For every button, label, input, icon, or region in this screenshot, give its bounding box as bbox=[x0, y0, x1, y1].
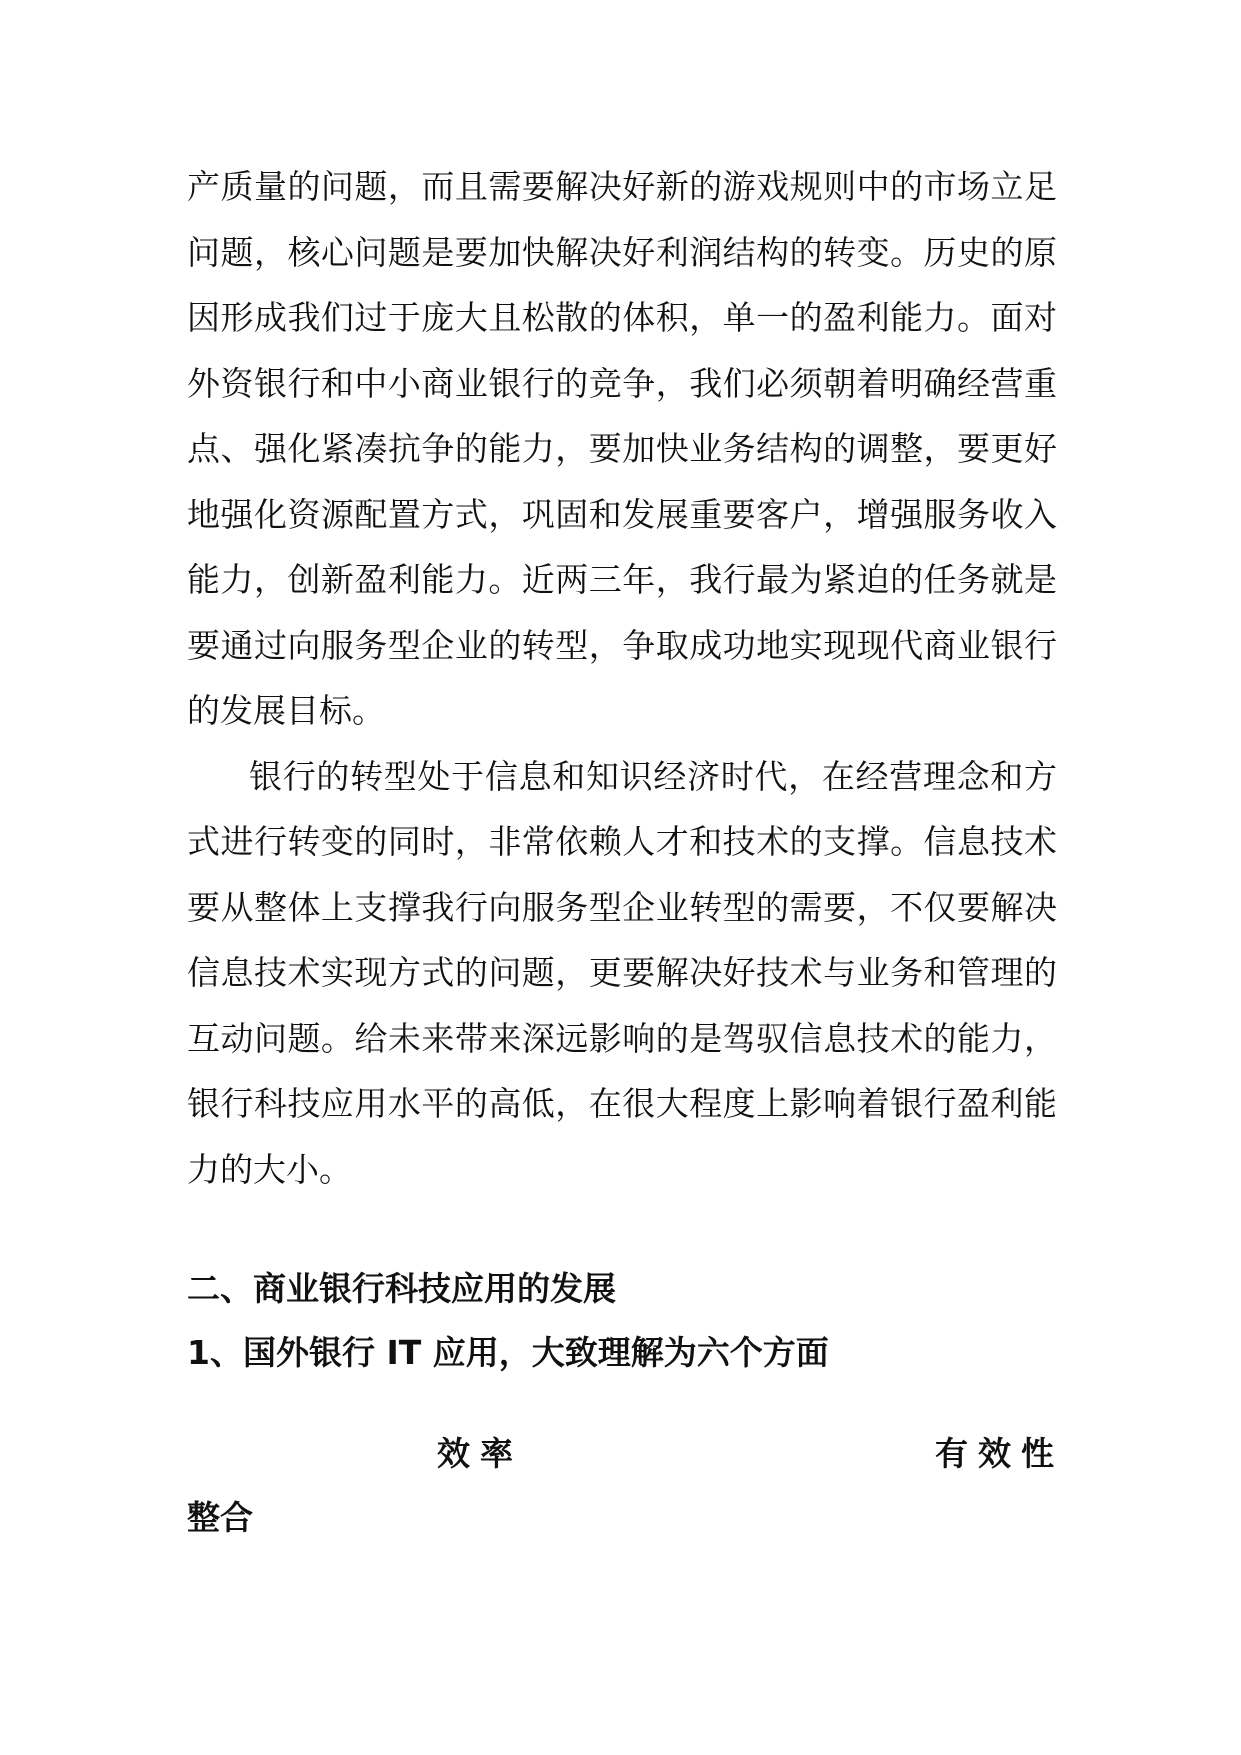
text-line: 要从整体上支撑我行向服务型企业转型的需要，不仅要解决 bbox=[187, 887, 1057, 927]
text-line: 的发展目标。 bbox=[187, 691, 385, 730]
aspect-integration: 整合 bbox=[187, 1498, 253, 1537]
text-line: 点、强化紧凑抗争的能力，要加快业务结构的调整，要更好 bbox=[187, 429, 1057, 468]
text-line: 能力，创新盈利能力。近两三年，我行最为紧迫的任务就是 bbox=[187, 560, 1057, 599]
subsection-heading: 1、国外银行 IT 应用，大致理解为六个方面 bbox=[187, 1333, 829, 1372]
text-line: 式进行转变的同时，非常依赖人才和技术的支撑。信息技术 bbox=[187, 822, 1057, 861]
text-line: 问题，核心问题是要加快解决好利润结构的转变。历史的原 bbox=[187, 232, 1057, 272]
text-line: 产质量的问题，而且需要解决好新的游戏规则中的市场立足 bbox=[187, 167, 1057, 206]
text-line: 要通过向服务型企业的转型，争取成功地实现现代商业银行 bbox=[187, 625, 1057, 665]
section-heading: 二、商业银行科技应用的发展 bbox=[187, 1269, 616, 1308]
paragraph-1 bbox=[187, 154, 1057, 744]
text-line: 外资银行和中小商业银行的竞争，我们必须朝着明确经营重 bbox=[187, 363, 1057, 403]
text-line: 银行的转型处于信息和知识经济时代，在经营理念和方 bbox=[249, 756, 1057, 796]
text-line: 银行科技应用水平的高低，在很大程度上影响着银行盈利能 bbox=[187, 1084, 1057, 1123]
text-line: 力的大小。 bbox=[187, 1149, 352, 1189]
paragraph-2 bbox=[187, 744, 1057, 1203]
text-line: 互动问题。给未来带来深远影响的是驾驭信息技术的能力， bbox=[187, 1018, 1057, 1058]
body-text bbox=[187, 154, 1057, 1202]
text-line: 信息技术实现方式的问题，更要解决好技术与业务和管理的 bbox=[187, 953, 1057, 992]
aspect-efficiency: 效率 bbox=[437, 1434, 523, 1473]
text-line: 地强化资源配置方式，巩固和发展重要客户，增强服务收入 bbox=[187, 494, 1057, 534]
text-line: 因形成我们过于庞大且松散的体积，单一的盈利能力。面对 bbox=[187, 298, 1057, 337]
aspect-effectiveness: 有效性 bbox=[935, 1434, 1064, 1473]
